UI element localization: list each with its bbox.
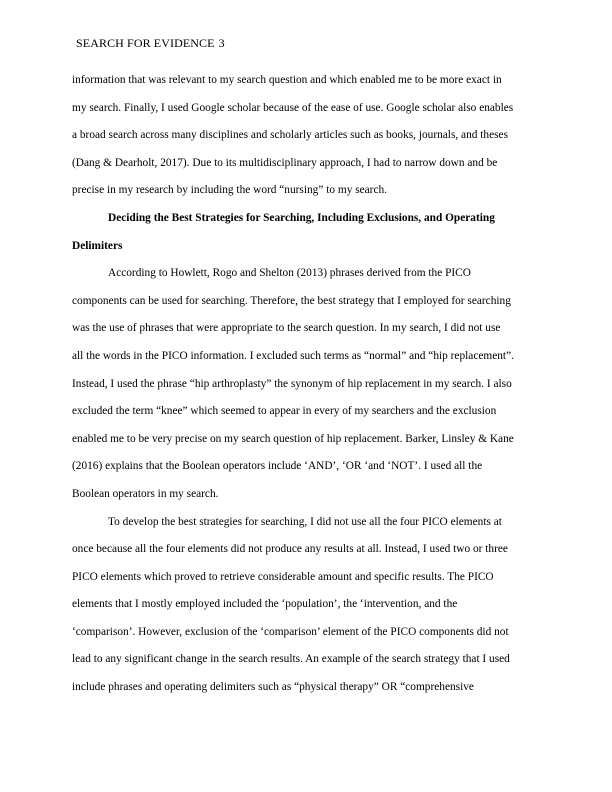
text-line: components can be used for searching. Therefore, the best strategy that I employed for searching: [72, 294, 511, 307]
text-line: include phrases and operating delimiters such as “physical therapy” OR “comprehensive: [72, 681, 474, 694]
text-line: enabled me to be very precise on my search question of hip replacement. Barker, Linsley & Kane: [72, 432, 514, 445]
text-line: my search. Finally, I used Google scholar because of the ease of use. Google scholar also enables: [72, 101, 514, 114]
paragraph-continuation: [72, 67, 540, 205]
document-body: [72, 67, 540, 702]
text-line: To develop the best strategies for searching, I did not use all the four PICO elements at: [108, 515, 502, 528]
text-line: elements that I mostly employed included the ‘population’, the ‘intervention, and the: [72, 598, 458, 611]
text-line: all the words in the PICO information. I excluded such terms as “normal” and “hip replacement”.: [72, 349, 514, 362]
text-line: Instead, I used the phrase “hip arthroplasty” the synonym of hip replacement in my search. I also: [72, 377, 512, 390]
text-line: was the use of phrases that were appropriate to the search question. In my search, I did not use: [72, 322, 501, 335]
text-line: PICO elements which proved to retrieve considerable amount and specific results. The PICO: [72, 570, 494, 583]
running-head: [76, 36, 225, 51]
text-line: excluded the term “knee” which seemed to appear in every of my searchers and the exclusion: [72, 405, 497, 418]
text-line: Boolean operators in my search.: [72, 487, 219, 500]
paragraph: [72, 509, 540, 702]
text-line: information that was relevant to my search question and which enabled me to be more exact in: [72, 74, 502, 86]
section-heading: [72, 205, 540, 260]
text-line: precise in my research by including the word “nursing” to my search.: [72, 184, 388, 197]
running-head-title: SEARCH FOR EVIDENCE: [76, 36, 215, 50]
text-line: (2016) explains that the Boolean operators include ‘AND’, ‘OR ‘and ‘NOT’. I used all the: [72, 460, 483, 473]
page-number: 3: [218, 36, 225, 50]
heading-line: Deciding the Best Strategies for Searching, Including Exclusions, and Operating: [108, 211, 495, 224]
text-line: once because all the four elements did not produce any results at all. Instead, I used two or three: [72, 543, 508, 556]
text-line: lead to any significant change in the search results. An example of the search strategy that I used: [72, 653, 510, 666]
text-line: ‘comparison’. However, exclusion of the ‘comparison’ element of the PICO components did not: [72, 625, 509, 638]
heading-line: Delimiters: [72, 239, 123, 252]
text-line: According to Howlett, Rogo and Shelton (2013) phrases derived from the PICO: [108, 267, 471, 280]
paragraph: [72, 260, 540, 508]
text-line: a broad search across many disciplines and scholarly articles such as books, journals, and theses: [72, 129, 508, 142]
text-line: (Dang & Dearholt, 2017). Due to its multidisciplinary approach, I had to narrow down and be: [72, 156, 498, 169]
